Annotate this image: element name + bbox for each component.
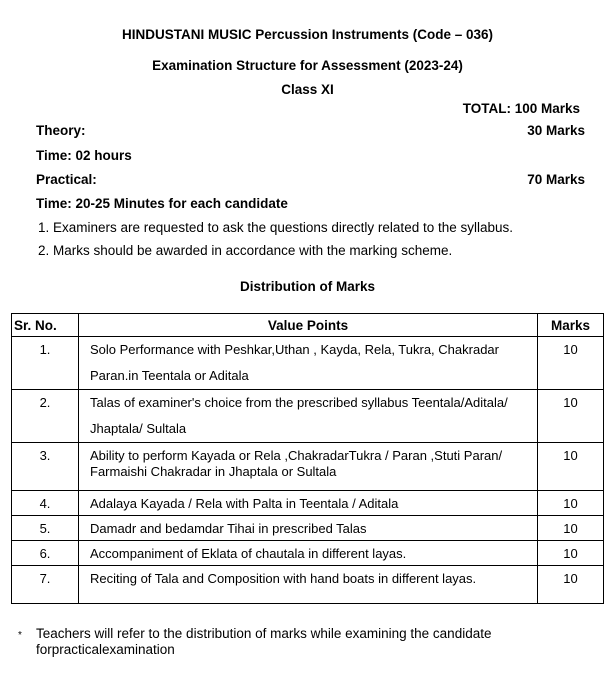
value-point-cell: Adalaya Kayada / Rela with Palta in Teentala / Aditala (79, 491, 538, 516)
table-row (12, 337, 604, 390)
sr-no-cell: 4. (12, 491, 79, 516)
practical-time: Time: 20-25 Minutes for each candidate (36, 196, 288, 211)
table-row (12, 516, 604, 541)
sr-no-cell: 3. (12, 443, 79, 491)
theory-time: Time: 02 hours (36, 148, 132, 163)
document-subtitle: Examination Structure for Assessment (2023-24) (152, 58, 463, 73)
marks-cell: 10 (538, 390, 604, 443)
marks-cell: 10 (538, 541, 604, 566)
sr-no-cell: 7. (12, 566, 79, 604)
class-label: Class XI (281, 82, 334, 97)
marks-cell: 10 (538, 516, 604, 541)
footnote-asterisk: * (18, 630, 22, 641)
column-header-marks: Marks (538, 314, 604, 337)
marks-distribution-table (11, 313, 604, 604)
value-point-cell: Ability to perform Kayada or Rela ,ChakradarTukra / Paran ,Stuti Paran/ Farmaishi Chakradar in Jhaptala or Sultala (79, 443, 538, 491)
practical-label: Practical: (36, 172, 97, 187)
table-header-row (12, 314, 604, 337)
theory-marks: 30 Marks (527, 123, 585, 138)
marks-cell: 10 (538, 443, 604, 491)
document-title: HINDUSTANI MUSIC Percussion Instruments (Code – 036) (121, 27, 494, 42)
note-1: 1. Examiners are requested to ask the questions directly related to the syllabus. (38, 220, 514, 235)
total-marks: TOTAL: 100 Marks (462, 101, 580, 116)
table-row (12, 443, 604, 491)
column-header-sr-no: Sr. No. (12, 314, 79, 337)
table-heading: Distribution of Marks (239, 279, 375, 294)
note-2: 2. Marks should be awarded in accordance with the marking scheme. (38, 243, 453, 258)
value-point-cell: Solo Performance with Peshkar,Uthan , Kayda, Rela, Tukra, Chakradar Paran.in Teentala or Aditala (79, 337, 538, 390)
marks-cell: 10 (538, 337, 604, 390)
value-point-cell: Accompaniment of Eklata of chautala in different layas. (79, 541, 538, 566)
table-row (12, 390, 604, 443)
sr-no-cell: 5. (12, 516, 79, 541)
marks-cell: 10 (538, 491, 604, 516)
table-row (12, 566, 604, 604)
value-point-cell: Damadr and bedamdar Tihai in prescribed Talas (79, 516, 538, 541)
table-row (12, 541, 604, 566)
table-row (12, 491, 604, 516)
sr-no-cell: 1. (12, 337, 79, 390)
sr-no-cell: 6. (12, 541, 79, 566)
sr-no-cell: 2. (12, 390, 79, 443)
practical-marks: 70 Marks (527, 172, 585, 187)
theory-label: Theory: (36, 123, 86, 138)
column-header-value-points: Value Points (79, 314, 538, 337)
value-point-cell: Talas of examiner's choice from the prescribed syllabus Teentala/Aditala/ Jhaptala/ Sultala (79, 390, 538, 443)
value-point-cell: Reciting of Tala and Composition with hand boats in different layas. (79, 566, 538, 604)
marks-cell: 10 (538, 566, 604, 604)
footnote-text: Teachers will refer to the distribution of marks while examining the candidate forpracticalexamination (36, 626, 492, 657)
